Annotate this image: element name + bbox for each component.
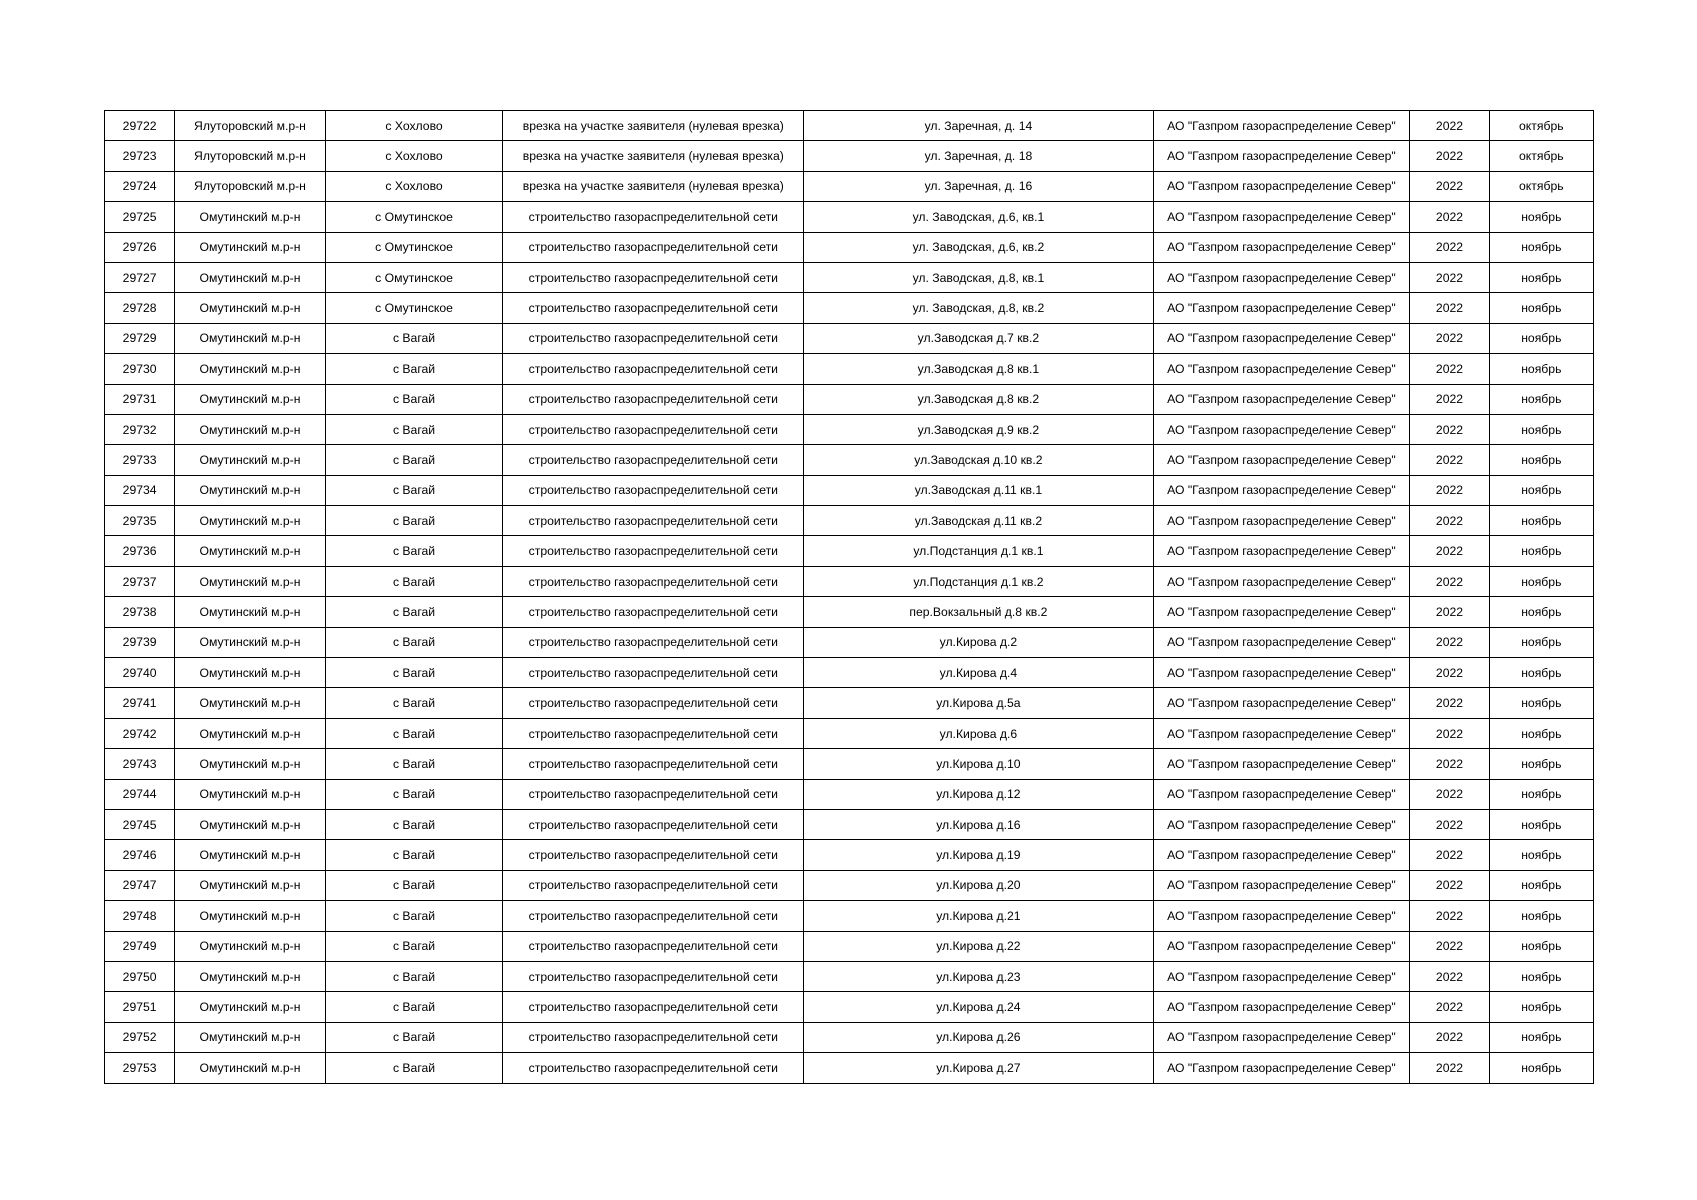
cell-year: 2022 [1410, 536, 1489, 566]
cell-settlement: с Вагай [325, 840, 503, 870]
cell-year: 2022 [1410, 809, 1489, 839]
cell-district: Омутинский м.р-н [175, 262, 326, 292]
cell-work-type: строительство газораспределительной сети [503, 809, 804, 839]
cell-year: 2022 [1410, 870, 1489, 900]
table-row [105, 506, 1594, 536]
cell-month: ноябрь [1489, 354, 1593, 384]
cell-district: Омутинский м.р-н [175, 293, 326, 323]
cell-settlement: с Омутинское [325, 293, 503, 323]
cell-id: 29747 [105, 870, 175, 900]
cell-address: ул.Кирова д.24 [804, 992, 1153, 1022]
cell-month: ноябрь [1489, 506, 1593, 536]
cell-id: 29722 [105, 111, 175, 141]
cell-year: 2022 [1410, 354, 1489, 384]
cell-id: 29748 [105, 901, 175, 931]
cell-address: ул. Заводская, д.8, кв.2 [804, 293, 1153, 323]
cell-work-type: строительство газораспределительной сети [503, 992, 804, 1022]
cell-district: Омутинский м.р-н [175, 323, 326, 353]
cell-organization: АО "Газпром газораспределение Север" [1153, 870, 1410, 900]
cell-id: 29726 [105, 232, 175, 262]
cell-id: 29753 [105, 1053, 175, 1083]
cell-month: ноябрь [1489, 323, 1593, 353]
cell-year: 2022 [1410, 262, 1489, 292]
cell-address: ул.Кирова д.22 [804, 931, 1153, 961]
cell-id: 29723 [105, 141, 175, 171]
cell-month: ноябрь [1489, 688, 1593, 718]
cell-district: Омутинский м.р-н [175, 840, 326, 870]
cell-organization: АО "Газпром газораспределение Север" [1153, 354, 1410, 384]
cell-settlement: с Вагай [325, 506, 503, 536]
cell-address: ул.Кирова д.6 [804, 718, 1153, 748]
cell-work-type: строительство газораспределительной сети [503, 688, 804, 718]
cell-year: 2022 [1410, 1022, 1489, 1052]
cell-address: ул.Подстанция д.1 кв.1 [804, 536, 1153, 566]
cell-work-type: строительство газораспределительной сети [503, 627, 804, 657]
table-row [105, 901, 1594, 931]
cell-organization: АО "Газпром газораспределение Север" [1153, 961, 1410, 991]
cell-settlement: с Вагай [325, 749, 503, 779]
cell-district: Омутинский м.р-н [175, 445, 326, 475]
cell-work-type: строительство газораспределительной сети [503, 202, 804, 232]
cell-district: Омутинский м.р-н [175, 597, 326, 627]
cell-month: октябрь [1489, 111, 1593, 141]
cell-work-type: врезка на участке заявителя (нулевая врезка) [503, 171, 804, 201]
cell-month: ноябрь [1489, 293, 1593, 323]
cell-address: ул.Кирова д.27 [804, 1053, 1153, 1083]
cell-organization: АО "Газпром газораспределение Север" [1153, 262, 1410, 292]
cell-district: Омутинский м.р-н [175, 1022, 326, 1052]
cell-work-type: строительство газораспределительной сети [503, 323, 804, 353]
cell-organization: АО "Газпром газораспределение Север" [1153, 809, 1410, 839]
cell-month: ноябрь [1489, 262, 1593, 292]
cell-work-type: строительство газораспределительной сети [503, 566, 804, 596]
cell-month: ноябрь [1489, 840, 1593, 870]
cell-address: ул.Заводская д.11 кв.1 [804, 475, 1153, 505]
cell-work-type: строительство газораспределительной сети [503, 870, 804, 900]
cell-settlement: с Хохлово [325, 111, 503, 141]
cell-organization: АО "Газпром газораспределение Север" [1153, 658, 1410, 688]
cell-work-type: врезка на участке заявителя (нулевая врезка) [503, 111, 804, 141]
cell-address: ул. Заречная, д. 18 [804, 141, 1153, 171]
cell-district: Омутинский м.р-н [175, 779, 326, 809]
cell-month: ноябрь [1489, 566, 1593, 596]
cell-organization: АО "Газпром газораспределение Север" [1153, 901, 1410, 931]
cell-year: 2022 [1410, 475, 1489, 505]
cell-year: 2022 [1410, 384, 1489, 414]
cell-organization: АО "Газпром газораспределение Север" [1153, 171, 1410, 201]
cell-year: 2022 [1410, 171, 1489, 201]
cell-id: 29738 [105, 597, 175, 627]
cell-organization: АО "Газпром газораспределение Север" [1153, 536, 1410, 566]
cell-address: ул.Заводская д.7 кв.2 [804, 323, 1153, 353]
cell-id: 29731 [105, 384, 175, 414]
cell-settlement: с Вагай [325, 627, 503, 657]
cell-work-type: строительство газораспределительной сети [503, 293, 804, 323]
cell-month: ноябрь [1489, 475, 1593, 505]
cell-month: ноябрь [1489, 931, 1593, 961]
cell-organization: АО "Газпром газораспределение Север" [1153, 718, 1410, 748]
cell-year: 2022 [1410, 688, 1489, 718]
cell-id: 29724 [105, 171, 175, 201]
table-row [105, 445, 1594, 475]
cell-id: 29742 [105, 718, 175, 748]
cell-id: 29727 [105, 262, 175, 292]
cell-address: ул.Кирова д.19 [804, 840, 1153, 870]
cell-address: пер.Вокзальный д.8 кв.2 [804, 597, 1153, 627]
cell-id: 29736 [105, 536, 175, 566]
cell-settlement: с Вагай [325, 536, 503, 566]
cell-year: 2022 [1410, 627, 1489, 657]
cell-id: 29737 [105, 566, 175, 596]
cell-year: 2022 [1410, 597, 1489, 627]
table-row [105, 475, 1594, 505]
cell-address: ул.Кирова д.21 [804, 901, 1153, 931]
cell-month: ноябрь [1489, 627, 1593, 657]
table-row [105, 171, 1594, 201]
cell-district: Омутинский м.р-н [175, 688, 326, 718]
cell-id: 29745 [105, 809, 175, 839]
cell-settlement: с Омутинское [325, 262, 503, 292]
cell-year: 2022 [1410, 232, 1489, 262]
cell-organization: АО "Газпром газораспределение Север" [1153, 566, 1410, 596]
cell-month: ноябрь [1489, 870, 1593, 900]
cell-address: ул. Заречная, д. 14 [804, 111, 1153, 141]
cell-year: 2022 [1410, 323, 1489, 353]
cell-settlement: с Вагай [325, 931, 503, 961]
cell-address: ул.Заводская д.8 кв.2 [804, 384, 1153, 414]
cell-district: Омутинский м.р-н [175, 658, 326, 688]
table-row [105, 1022, 1594, 1052]
cell-month: ноябрь [1489, 414, 1593, 444]
cell-settlement: с Вагай [325, 688, 503, 718]
cell-work-type: строительство газораспределительной сети [503, 475, 804, 505]
cell-district: Ялуторовский м.р-н [175, 171, 326, 201]
cell-address: ул.Заводская д.10 кв.2 [804, 445, 1153, 475]
cell-year: 2022 [1410, 111, 1489, 141]
cell-id: 29725 [105, 202, 175, 232]
table-row [105, 870, 1594, 900]
cell-district: Омутинский м.р-н [175, 870, 326, 900]
cell-settlement: с Вагай [325, 1022, 503, 1052]
cell-district: Омутинский м.р-н [175, 961, 326, 991]
cell-organization: АО "Газпром газораспределение Север" [1153, 141, 1410, 171]
cell-work-type: строительство газораспределительной сети [503, 354, 804, 384]
table-row [105, 992, 1594, 1022]
cell-address: ул.Кирова д.10 [804, 749, 1153, 779]
cell-work-type: строительство газораспределительной сети [503, 506, 804, 536]
cell-settlement: с Вагай [325, 779, 503, 809]
table-row [105, 627, 1594, 657]
cell-address: ул.Кирова д.26 [804, 1022, 1153, 1052]
cell-id: 29751 [105, 992, 175, 1022]
cell-id: 29728 [105, 293, 175, 323]
cell-year: 2022 [1410, 414, 1489, 444]
table-body [105, 111, 1594, 1084]
cell-settlement: с Вагай [325, 384, 503, 414]
cell-id: 29733 [105, 445, 175, 475]
table-row [105, 536, 1594, 566]
cell-month: ноябрь [1489, 992, 1593, 1022]
table-row [105, 809, 1594, 839]
table-row [105, 232, 1594, 262]
cell-month: ноябрь [1489, 445, 1593, 475]
cell-address: ул.Кирова д.16 [804, 809, 1153, 839]
cell-year: 2022 [1410, 506, 1489, 536]
cell-address: ул. Заречная, д. 16 [804, 171, 1153, 201]
cell-address: ул. Заводская, д.6, кв.2 [804, 232, 1153, 262]
cell-organization: АО "Газпром газораспределение Север" [1153, 445, 1410, 475]
cell-year: 2022 [1410, 718, 1489, 748]
cell-address: ул.Кирова д.2 [804, 627, 1153, 657]
cell-year: 2022 [1410, 901, 1489, 931]
cell-district: Омутинский м.р-н [175, 536, 326, 566]
table-row [105, 293, 1594, 323]
table-row [105, 354, 1594, 384]
cell-settlement: с Омутинское [325, 232, 503, 262]
cell-year: 2022 [1410, 141, 1489, 171]
cell-id: 29735 [105, 506, 175, 536]
cell-address: ул.Подстанция д.1 кв.2 [804, 566, 1153, 596]
cell-id: 29746 [105, 840, 175, 870]
table-row [105, 414, 1594, 444]
table-row [105, 111, 1594, 141]
cell-organization: АО "Газпром газораспределение Север" [1153, 384, 1410, 414]
cell-month: ноябрь [1489, 1053, 1593, 1083]
cell-settlement: с Вагай [325, 870, 503, 900]
cell-settlement: с Вагай [325, 809, 503, 839]
table-row [105, 597, 1594, 627]
cell-settlement: с Вагай [325, 992, 503, 1022]
cell-work-type: строительство газораспределительной сети [503, 232, 804, 262]
table-row [105, 1053, 1594, 1083]
cell-address: ул. Заводская, д.6, кв.1 [804, 202, 1153, 232]
table-row [105, 202, 1594, 232]
cell-month: ноябрь [1489, 779, 1593, 809]
cell-id: 29732 [105, 414, 175, 444]
cell-settlement: с Хохлово [325, 171, 503, 201]
cell-settlement: с Вагай [325, 566, 503, 596]
cell-id: 29739 [105, 627, 175, 657]
cell-work-type: строительство газораспределительной сети [503, 840, 804, 870]
cell-work-type: строительство газораспределительной сети [503, 414, 804, 444]
table-row [105, 566, 1594, 596]
cell-month: ноябрь [1489, 749, 1593, 779]
cell-work-type: строительство газораспределительной сети [503, 445, 804, 475]
cell-month: ноябрь [1489, 536, 1593, 566]
cell-organization: АО "Газпром газораспределение Север" [1153, 779, 1410, 809]
cell-organization: АО "Газпром газораспределение Север" [1153, 931, 1410, 961]
cell-settlement: с Вагай [325, 1053, 503, 1083]
cell-year: 2022 [1410, 992, 1489, 1022]
table-row [105, 658, 1594, 688]
cell-work-type: строительство газораспределительной сети [503, 384, 804, 414]
table-row [105, 323, 1594, 353]
cell-work-type: строительство газораспределительной сети [503, 1053, 804, 1083]
cell-district: Омутинский м.р-н [175, 931, 326, 961]
cell-address: ул.Заводская д.11 кв.2 [804, 506, 1153, 536]
cell-address: ул.Кирова д.4 [804, 658, 1153, 688]
table-row [105, 262, 1594, 292]
cell-work-type: строительство газораспределительной сети [503, 262, 804, 292]
cell-id: 29740 [105, 658, 175, 688]
table-row [105, 384, 1594, 414]
cell-organization: АО "Газпром газораспределение Север" [1153, 1022, 1410, 1052]
cell-address: ул.Кирова д.20 [804, 870, 1153, 900]
cell-year: 2022 [1410, 749, 1489, 779]
cell-month: ноябрь [1489, 809, 1593, 839]
cell-id: 29744 [105, 779, 175, 809]
cell-settlement: с Вагай [325, 354, 503, 384]
cell-year: 2022 [1410, 566, 1489, 596]
cell-organization: АО "Газпром газораспределение Север" [1153, 111, 1410, 141]
cell-year: 2022 [1410, 779, 1489, 809]
cell-year: 2022 [1410, 961, 1489, 991]
cell-address: ул.Кирова д.12 [804, 779, 1153, 809]
cell-month: ноябрь [1489, 1022, 1593, 1052]
cell-settlement: с Вагай [325, 658, 503, 688]
cell-organization: АО "Газпром газораспределение Север" [1153, 1053, 1410, 1083]
cell-work-type: строительство газораспределительной сети [503, 597, 804, 627]
cell-district: Омутинский м.р-н [175, 354, 326, 384]
cell-month: октябрь [1489, 171, 1593, 201]
cell-district: Омутинский м.р-н [175, 475, 326, 505]
cell-month: октябрь [1489, 141, 1593, 171]
cell-district: Омутинский м.р-н [175, 232, 326, 262]
cell-year: 2022 [1410, 293, 1489, 323]
cell-work-type: врезка на участке заявителя (нулевая врезка) [503, 141, 804, 171]
cell-settlement: с Вагай [325, 475, 503, 505]
cell-id: 29729 [105, 323, 175, 353]
cell-settlement: с Вагай [325, 323, 503, 353]
table-row [105, 718, 1594, 748]
cell-month: ноябрь [1489, 384, 1593, 414]
cell-organization: АО "Газпром газораспределение Север" [1153, 414, 1410, 444]
cell-organization: АО "Газпром газораспределение Север" [1153, 627, 1410, 657]
cell-id: 29730 [105, 354, 175, 384]
cell-month: ноябрь [1489, 658, 1593, 688]
table-row [105, 141, 1594, 171]
cell-district: Омутинский м.р-н [175, 384, 326, 414]
cell-organization: АО "Газпром газораспределение Север" [1153, 202, 1410, 232]
cell-work-type: строительство газораспределительной сети [503, 658, 804, 688]
cell-id: 29734 [105, 475, 175, 505]
cell-work-type: строительство газораспределительной сети [503, 1022, 804, 1052]
cell-month: ноябрь [1489, 718, 1593, 748]
cell-district: Омутинский м.р-н [175, 414, 326, 444]
cell-district: Омутинский м.р-н [175, 202, 326, 232]
cell-district: Ялуторовский м.р-н [175, 141, 326, 171]
cell-address: ул. Заводская, д.8, кв.1 [804, 262, 1153, 292]
cell-organization: АО "Газпром газораспределение Север" [1153, 992, 1410, 1022]
cell-organization: АО "Газпром газораспределение Север" [1153, 840, 1410, 870]
table-row [105, 961, 1594, 991]
table-row [105, 779, 1594, 809]
cell-organization: АО "Газпром газораспределение Север" [1153, 506, 1410, 536]
cell-year: 2022 [1410, 202, 1489, 232]
table-row [105, 840, 1594, 870]
cell-month: ноябрь [1489, 597, 1593, 627]
cell-address: ул.Заводская д.8 кв.1 [804, 354, 1153, 384]
cell-settlement: с Вагай [325, 901, 503, 931]
cell-settlement: с Вагай [325, 597, 503, 627]
cell-district: Омутинский м.р-н [175, 901, 326, 931]
cell-work-type: строительство газораспределительной сети [503, 931, 804, 961]
cell-settlement: с Вагай [325, 414, 503, 444]
cell-district: Омутинский м.р-н [175, 506, 326, 536]
cell-district: Омутинский м.р-н [175, 566, 326, 596]
cell-organization: АО "Газпром газораспределение Север" [1153, 597, 1410, 627]
cell-settlement: с Вагай [325, 445, 503, 475]
cell-address: ул.Кирова д.5а [804, 688, 1153, 718]
cell-organization: АО "Газпром газораспределение Север" [1153, 232, 1410, 262]
cell-district: Омутинский м.р-н [175, 749, 326, 779]
cell-organization: АО "Газпром газораспределение Север" [1153, 749, 1410, 779]
cell-year: 2022 [1410, 1053, 1489, 1083]
cell-settlement: с Вагай [325, 961, 503, 991]
cell-district: Омутинский м.р-н [175, 1053, 326, 1083]
cell-id: 29741 [105, 688, 175, 718]
cell-month: ноябрь [1489, 961, 1593, 991]
cell-work-type: строительство газораспределительной сети [503, 749, 804, 779]
cell-organization: АО "Газпром газораспределение Север" [1153, 323, 1410, 353]
cell-work-type: строительство газораспределительной сети [503, 961, 804, 991]
cell-settlement: с Хохлово [325, 141, 503, 171]
cell-address: ул.Кирова д.23 [804, 961, 1153, 991]
cell-organization: АО "Газпром газораспределение Север" [1153, 293, 1410, 323]
cell-year: 2022 [1410, 658, 1489, 688]
cell-district: Омутинский м.р-н [175, 627, 326, 657]
cell-settlement: с Вагай [325, 718, 503, 748]
table-row [105, 931, 1594, 961]
cell-id: 29750 [105, 961, 175, 991]
cell-work-type: строительство газораспределительной сети [503, 536, 804, 566]
cell-month: ноябрь [1489, 202, 1593, 232]
cell-month: ноябрь [1489, 901, 1593, 931]
cell-id: 29743 [105, 749, 175, 779]
cell-organization: АО "Газпром газораспределение Север" [1153, 475, 1410, 505]
cell-work-type: строительство газораспределительной сети [503, 779, 804, 809]
table-row [105, 749, 1594, 779]
cell-organization: АО "Газпром газораспределение Север" [1153, 688, 1410, 718]
table-row [105, 688, 1594, 718]
cell-district: Омутинский м.р-н [175, 992, 326, 1022]
cell-month: ноябрь [1489, 232, 1593, 262]
cell-work-type: строительство газораспределительной сети [503, 901, 804, 931]
data-table [104, 110, 1594, 1084]
cell-id: 29749 [105, 931, 175, 961]
cell-id: 29752 [105, 1022, 175, 1052]
cell-district: Омутинский м.р-н [175, 718, 326, 748]
cell-year: 2022 [1410, 840, 1489, 870]
cell-settlement: с Омутинское [325, 202, 503, 232]
cell-work-type: строительство газораспределительной сети [503, 718, 804, 748]
cell-address: ул.Заводская д.9 кв.2 [804, 414, 1153, 444]
cell-year: 2022 [1410, 931, 1489, 961]
cell-year: 2022 [1410, 445, 1489, 475]
cell-district: Омутинский м.р-н [175, 809, 326, 839]
cell-district: Ялуторовский м.р-н [175, 111, 326, 141]
